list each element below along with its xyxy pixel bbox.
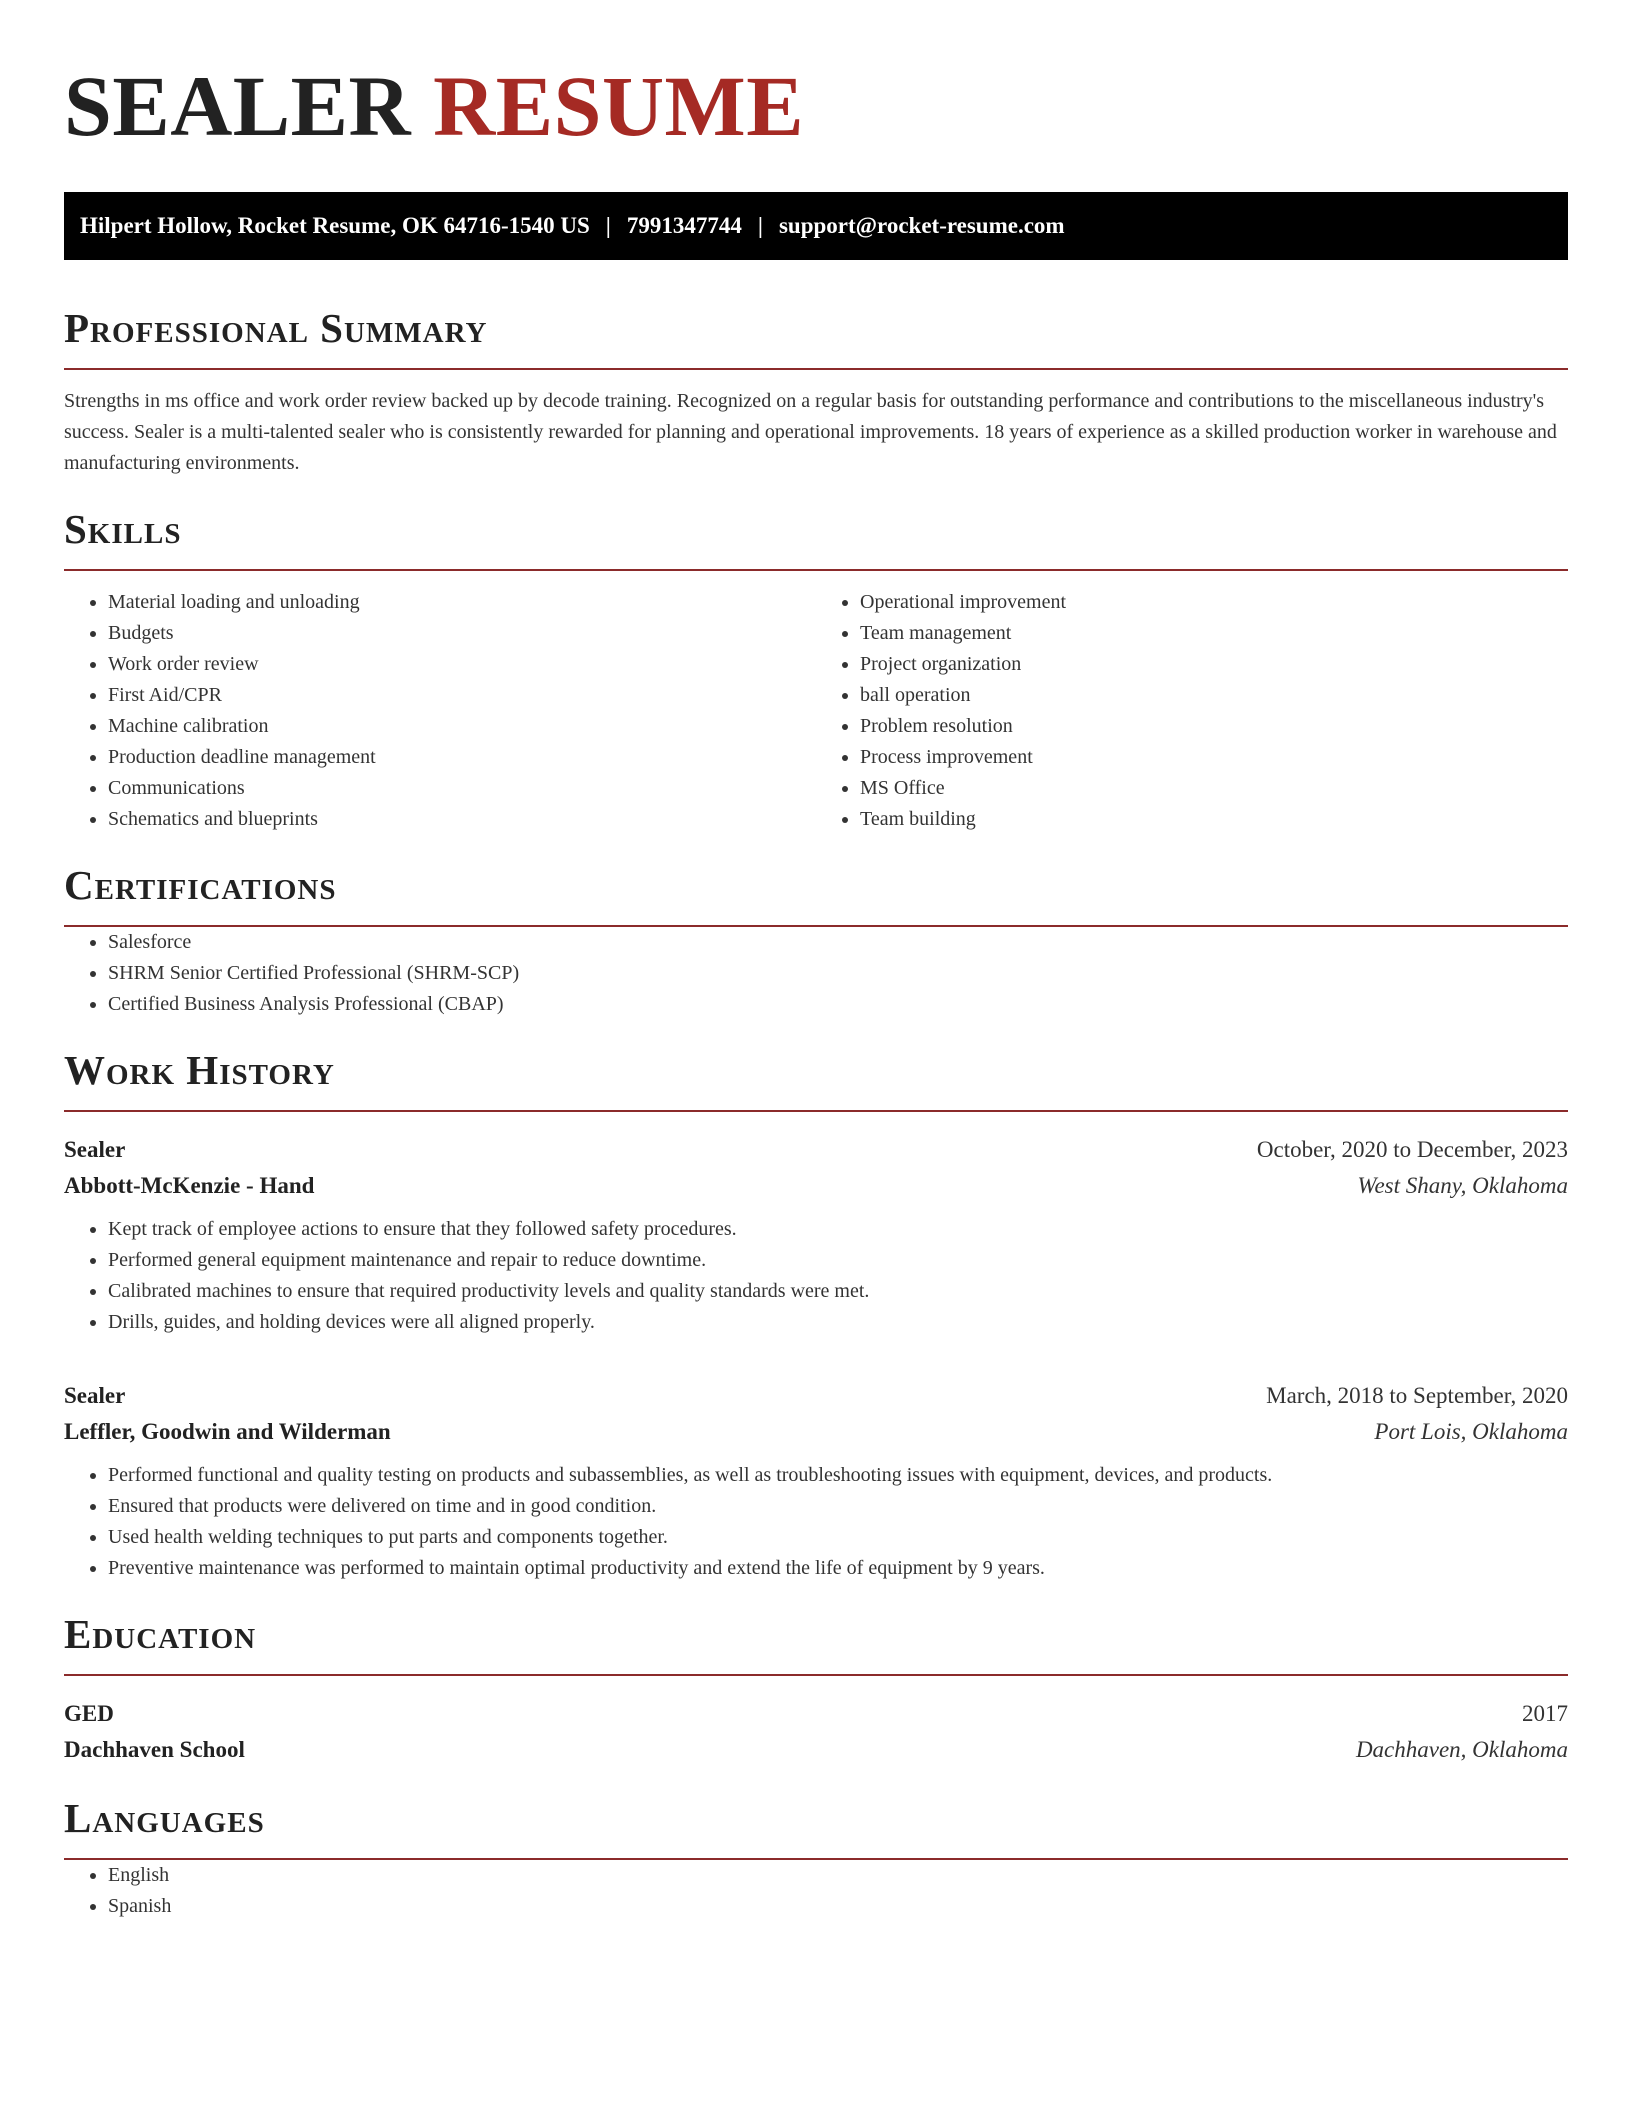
job-dates: October, 2020 to December, 2023: [1256, 1137, 1568, 1162]
languages-list: [64, 1860, 1568, 1922]
job-entry: [64, 1378, 1568, 1584]
job-dates: March, 2018 to September, 2020: [1266, 1383, 1568, 1408]
skills-grid: [64, 587, 1568, 835]
contact-bar: [64, 192, 1568, 260]
job-duty-item: • Ensured that products were delivered on time and in good condition.: [108, 1491, 1568, 1522]
certification-item: • SHRM Senior Certified Professional (SHRM-SCP): [108, 958, 1568, 989]
education-title: Education: [64, 1611, 257, 1657]
skills-list-right: [816, 587, 1568, 835]
job-company: Leffler, Goodwin and Wilderman: [64, 1419, 391, 1444]
contact-phone: 7991347744: [626, 213, 742, 238]
skill-item: • Operational improvement: [860, 587, 1568, 618]
job-company-row: [64, 1414, 1568, 1450]
job-duty-item: • Kept track of employee actions to ensure that they followed safety procedures.: [108, 1214, 1568, 1245]
skills-section: [64, 505, 1568, 835]
skill-item: • Team building: [860, 804, 1568, 835]
job-duty-item: • Performed functional and quality testing on products and subassemblies, as well as troubleshooting issues with equipment, devices, and products.: [108, 1460, 1568, 1491]
job-duty-item: • Performed general equipment maintenance and repair to reduce downtime.: [108, 1245, 1568, 1276]
skill-item: • Work order review: [108, 649, 816, 680]
language-item: • Spanish: [108, 1891, 1568, 1922]
skill-item: • ball operation: [860, 680, 1568, 711]
education-school: Dachhaven School: [64, 1737, 245, 1762]
resume-name-heading: [64, 56, 1568, 156]
job-duty-item: • Used health welding techniques to put parts and components together.: [108, 1522, 1568, 1553]
skill-item: • Production deadline management: [108, 742, 816, 773]
job-company-row: [64, 1168, 1568, 1204]
skill-item: • Schematics and blueprints: [108, 804, 816, 835]
certifications-section: [64, 861, 1568, 1020]
summary-section: [64, 304, 1568, 479]
contact-address: Hilpert Hollow, Rocket Resume, OK 64716-1540 US: [80, 213, 590, 238]
section-divider: [64, 1674, 1568, 1676]
contact-email: support@rocket-resume.com: [778, 213, 1065, 238]
contact-separator: |: [605, 213, 611, 238]
education-year: 2017: [1522, 1701, 1568, 1726]
job-company: Abbott-McKenzie - Hand: [64, 1173, 315, 1198]
skill-item: • MS Office: [860, 773, 1568, 804]
education-section: [64, 1610, 1568, 1768]
job-duty-item: • Drills, guides, and holding devices were all aligned properly.: [108, 1307, 1568, 1338]
job-duties-list: [64, 1214, 1568, 1338]
certification-item: • Salesforce: [108, 927, 1568, 958]
education-location: Dachhaven, Oklahoma: [1355, 1737, 1568, 1762]
skill-item: • Machine calibration: [108, 711, 816, 742]
section-divider: [64, 1110, 1568, 1112]
certification-item: • Certified Business Analysis Professional (CBAP): [108, 989, 1568, 1020]
education-degree-row: [64, 1696, 1568, 1732]
skills-list-left: [64, 587, 816, 835]
certifications-title: Certifications: [64, 862, 337, 908]
languages-title: Languages: [64, 1795, 265, 1841]
job-duties-list: [64, 1460, 1568, 1584]
summary-title: Professional Summary: [64, 305, 488, 351]
skill-item: • Communications: [108, 773, 816, 804]
skill-item: • Team management: [860, 618, 1568, 649]
skill-item: • First Aid/CPR: [108, 680, 816, 711]
work-history-title: Work History: [64, 1047, 335, 1093]
job-header-row: [64, 1378, 1568, 1414]
job-duty-item: • Preventive maintenance was performed to maintain optimal productivity and extend the life of equipment by 9 years.: [108, 1553, 1568, 1584]
education-entry: [64, 1696, 1568, 1768]
languages-section: [64, 1794, 1568, 1922]
summary-text: Strengths in ms office and work order review backed up by decode training. Recognized on a regular basis for outstanding performance and contributions to the miscellaneous industry's success. Sealer is a multi-talented sealer who is consistently rewarded for planning and operational improvements. 18 years of experience as a skilled production worker in warehouse and manufacturing environments.: [64, 390, 1557, 474]
education-degree: GED: [64, 1701, 114, 1726]
skills-title: Skills: [64, 506, 182, 552]
job-duty-item: • Calibrated machines to ensure that required productivity levels and quality standards were met.: [108, 1276, 1568, 1307]
job-location: Port Lois, Oklahoma: [1374, 1419, 1568, 1444]
job-position: Sealer: [64, 1137, 126, 1162]
job-header-row: [64, 1132, 1568, 1168]
skill-item: • Process improvement: [860, 742, 1568, 773]
skill-item: • Problem resolution: [860, 711, 1568, 742]
last-name: RESUME: [433, 58, 805, 154]
certifications-list: [64, 927, 1568, 1020]
language-item: • English: [108, 1860, 1568, 1891]
section-divider: [64, 569, 1568, 571]
skill-item: • Project organization: [860, 649, 1568, 680]
job-position: Sealer: [64, 1383, 126, 1408]
section-divider: [64, 368, 1568, 370]
first-name: SEALER: [64, 58, 412, 154]
skill-item: • Material loading and unloading: [108, 587, 816, 618]
work-history-section: [64, 1046, 1568, 1584]
skill-item: • Budgets: [108, 618, 816, 649]
contact-separator: |: [757, 213, 763, 238]
education-school-row: [64, 1732, 1568, 1768]
job-location: West Shany, Oklahoma: [1357, 1173, 1568, 1198]
job-entry: [64, 1132, 1568, 1338]
